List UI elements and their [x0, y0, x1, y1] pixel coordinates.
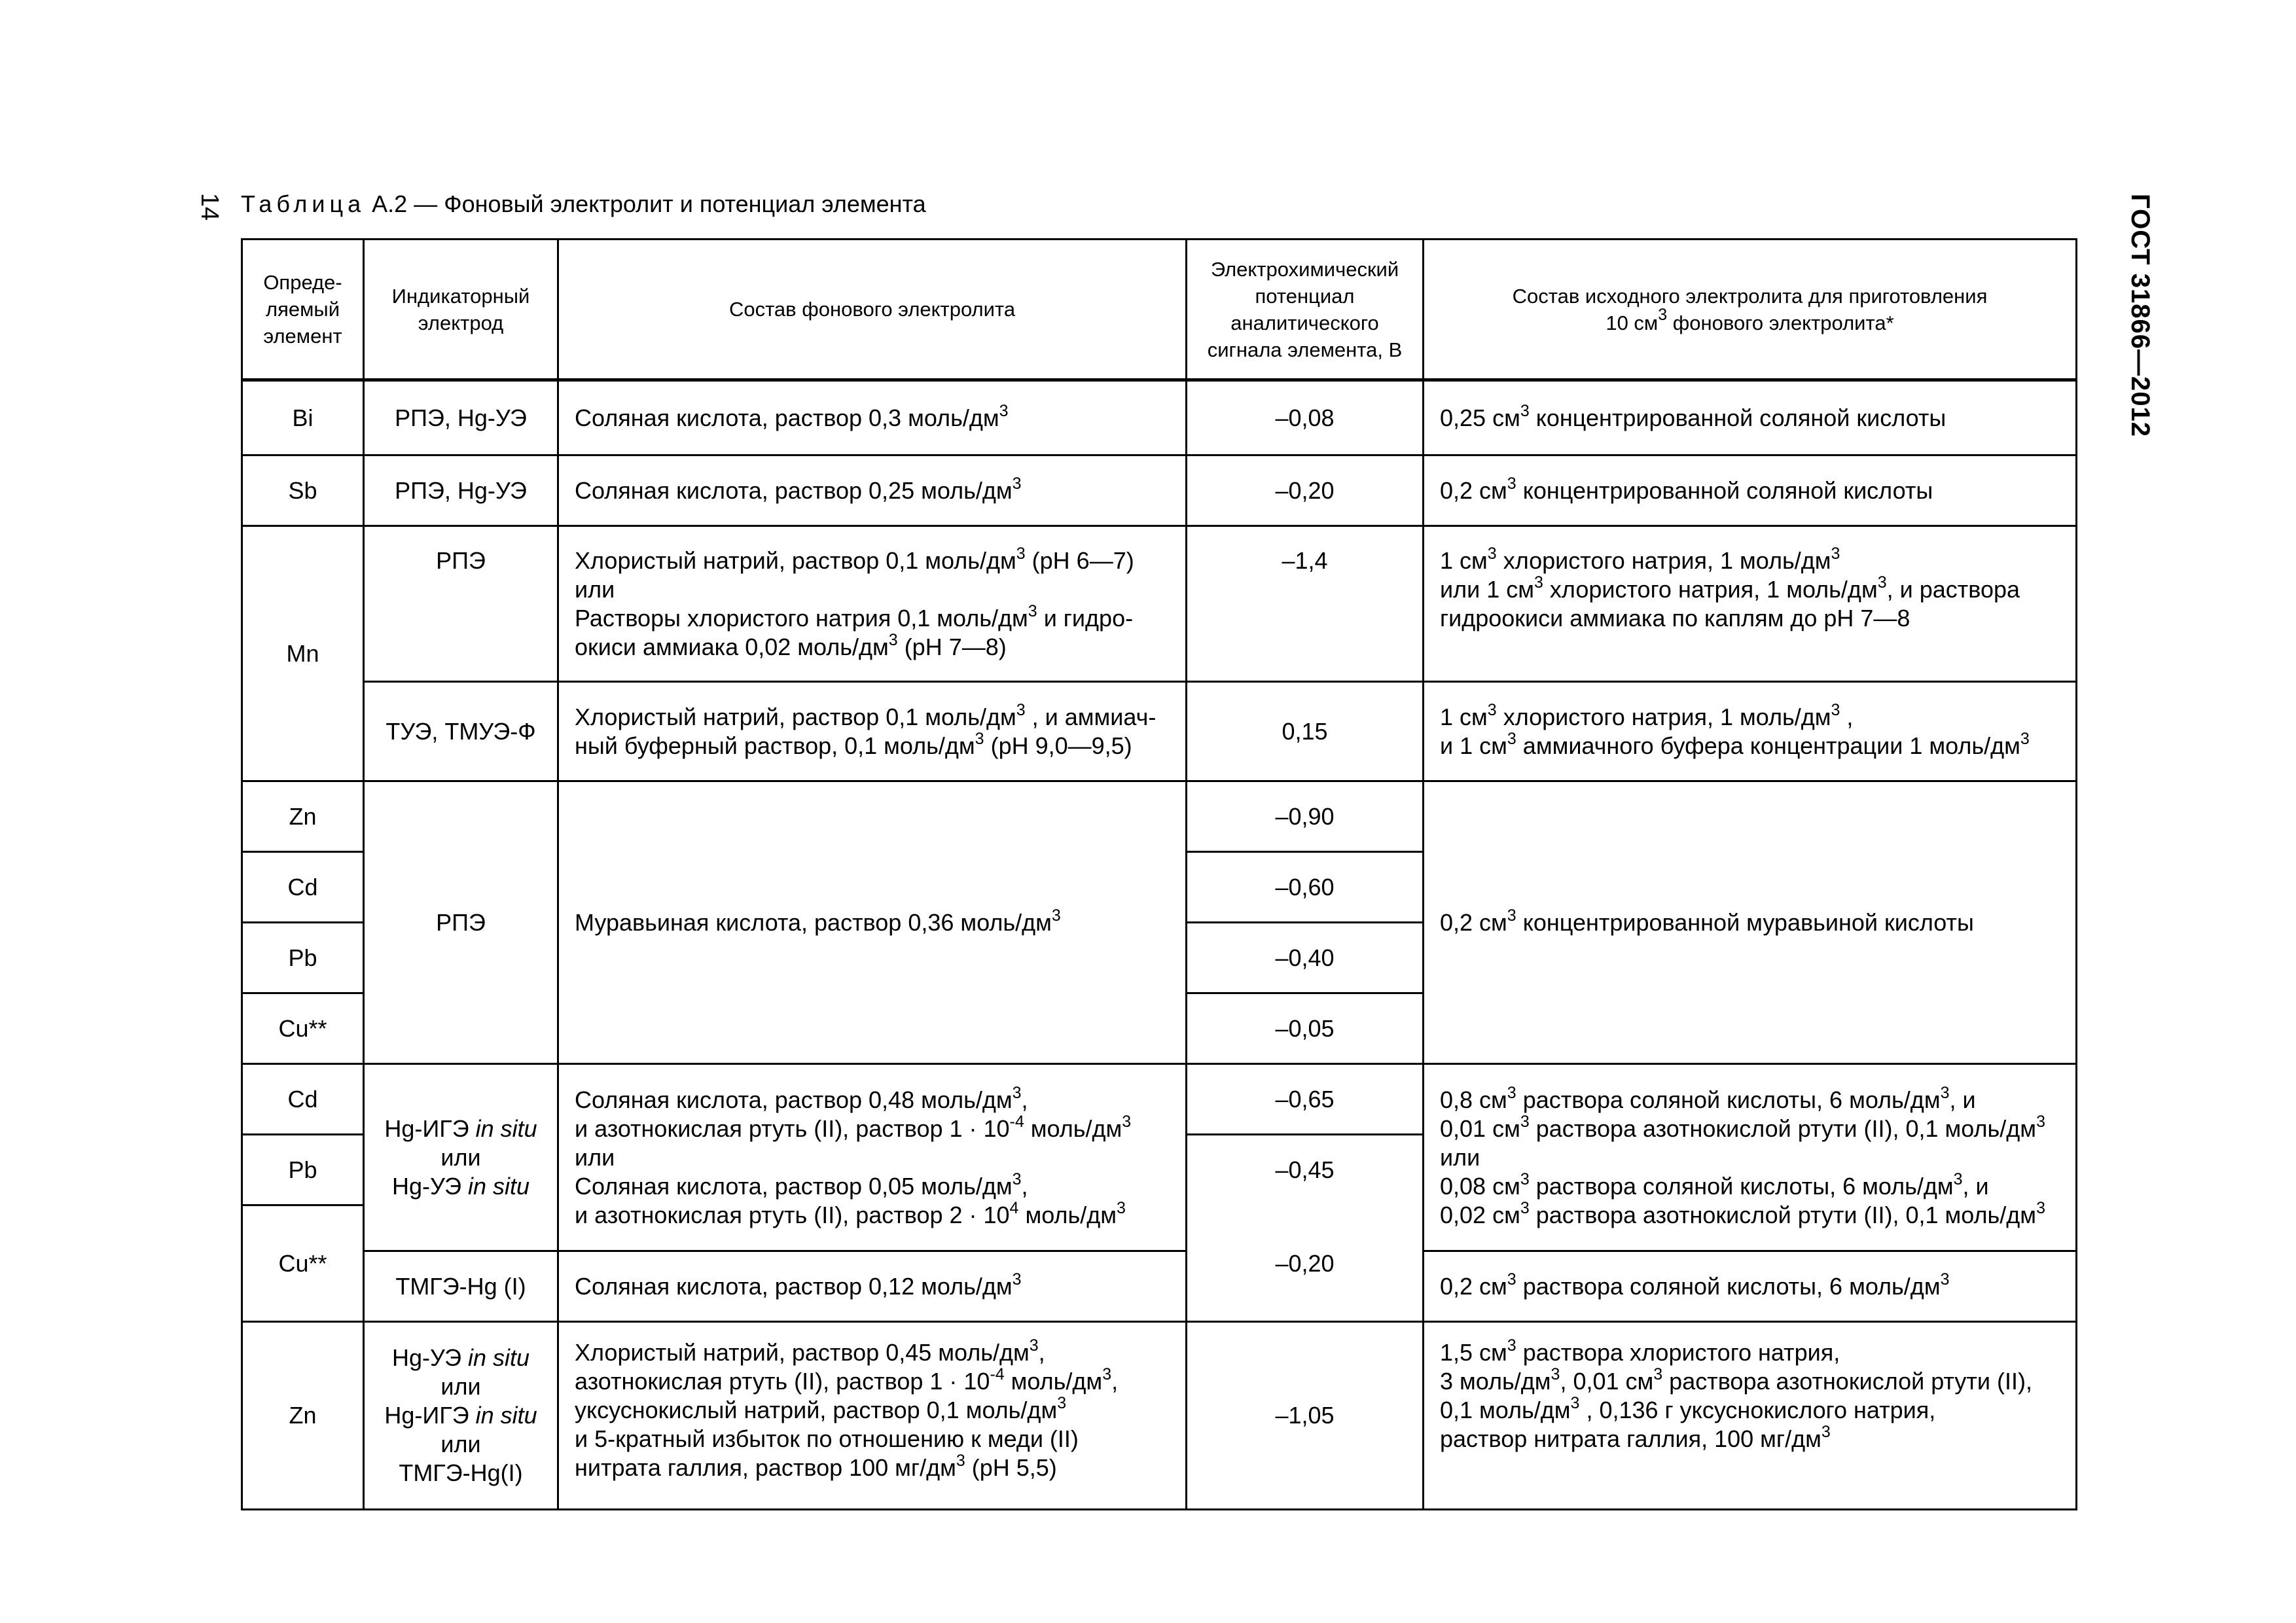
background-cell: Соляная кислота, раствор 0,25 моль/$дм^3$ — [575, 474, 1022, 504]
source-cell: 0,2 $см^3$ концентрированной муравьиной кислоты — [1440, 906, 1974, 936]
source-cell: 0,8 $см^3$ раствора соляной кислоты, 6 моль/$дм^3$, и 0,01 $см^3$ раствора азотнокислой ртути (II), 0,1 моль/$дм^3$ или 0,08 $см^3$ раствора соляной кислоты, 6 моль/$дм^3$, и 0,02 $см^3$ раствора азотнокислой ртути (II), 0,1 моль/$дм^3$ — [1440, 1083, 2045, 1228]
electrode-cell: РПЭ, Hg-УЭ — [395, 404, 527, 431]
electrode-cell: ТУЭ, ТМУЭ-Ф — [386, 717, 536, 745]
element-cell: Bi — [292, 404, 314, 431]
source-cell: 1,5 $см^3$ раствора хлористого натрия, 3 моль/$дм^3$, 0,01 $см^3$ раствора азотнокислой ртути (II), 0,1 моль/$дм^3$ , 0,136 г уксуснокислого натрия, раствор нитрата галлия, 100 $мг/дм^3$ — [1440, 1336, 2032, 1452]
electrode-cell: ТМГЭ-Hg (I) — [395, 1272, 526, 1300]
element-cell: Cu** — [278, 1014, 327, 1042]
element-cell: Mn — [286, 639, 319, 667]
element-cell: Cu** — [278, 1249, 327, 1277]
element-cell: Cd — [287, 873, 318, 901]
source-cell: 0,2 $см^3$ концентрированной соляной кислоты — [1440, 474, 1933, 504]
potential-cell: –0,20 — [1275, 1249, 1335, 1277]
source-cell: 1 $см^3$ хлористого натрия, 1 моль/$дм^3$ , и 1 $см^3$ аммиачного буфера концентрации 1 моль/$дм^3$ — [1440, 700, 2030, 759]
background-cell: Хлористый натрий, раствор 0,1 моль/$дм^3$ (рН 6—7) или Растворы хлористого натрия 0,1 моль/$дм^3$ и гидро- окиси аммиака 0,02 моль/$дм^3$ (рН 7—8) — [575, 544, 1134, 660]
page-number: 14 — [196, 192, 223, 221]
header-element: Опреде- ляемый элемент — [263, 271, 342, 348]
header-source-line: Состав исходного электролита для приготовления — [1512, 284, 1988, 308]
potential-cell: –0,65 — [1275, 1085, 1335, 1113]
source-cell: 1 $см^3$ хлористого натрия, 1 моль/$дм^3$ или 1 $см^3$ хлористого натрия, 1 моль/$дм^3$, и раствора гидроокиси аммиака по каплям до рН 7—8 — [1440, 544, 2020, 632]
electrode-cell: РПЭ, Hg-УЭ — [395, 476, 527, 504]
header-source-line: 10 $см^3$ фонового электролита* — [1605, 305, 1894, 334]
caption-label: Таблица — [241, 190, 366, 217]
element-cell: Pb — [288, 944, 317, 971]
electrode-cell: РПЭ — [436, 908, 486, 936]
background-cell: Муравьиная кислота, раствор 0,36 моль/$дм^3$ — [575, 906, 1061, 936]
element-cell: Pb — [288, 1156, 317, 1183]
potential-cell: 0,15 — [1282, 717, 1328, 745]
header-potential: Электрохимический потенциал аналитического сигнала элемента, В — [1207, 257, 1403, 361]
potential-cell: –0,90 — [1275, 802, 1335, 830]
source-cell: 0,25 $см^3$ концентрированной соляной кислоты — [1440, 401, 1946, 431]
background-cell: Хлористый натрий, раствор 0,45 моль/$дм^3$, азотнокислая ртуть (II), раствор $1 \cdot 10^{-4}$ моль/$дм^3$, уксуснокислый натрий, раствор 0,1 моль/$дм^3$ и 5-кратный избыток по отношению к меди (II) нитрата галлия, раствор 100 $мг/дм^3$ (рН 5,5) — [575, 1336, 1119, 1481]
caption-title: А.2 — Фоновый электролит и потенциал элемента — [365, 190, 926, 217]
element-cell: Zn — [289, 802, 317, 830]
source-cell: 0,2 $см^3$ раствора соляной кислоты, 6 моль/$дм^3$ — [1440, 1270, 1950, 1300]
potential-cell: –0,20 — [1275, 476, 1335, 504]
header-background: Состав фонового электролита — [728, 298, 1016, 321]
potential-cell: –0,40 — [1275, 944, 1335, 971]
background-cell: Соляная кислота, раствор 0,12 моль/$дм^3$ — [575, 1270, 1022, 1300]
potential-cell: –1,05 — [1275, 1402, 1335, 1429]
potential-cell: –0,45 — [1275, 1156, 1335, 1183]
potential-cell: –0,08 — [1275, 404, 1335, 431]
table-caption — [241, 186, 926, 223]
electrode-cell: Hg-ИГЭ in situ или Hg-УЭ in situ — [384, 1115, 537, 1200]
electrode-cell: РПЭ — [436, 547, 486, 574]
element-cell: Zn — [289, 1402, 317, 1429]
potential-cell: –1,4 — [1282, 547, 1328, 574]
document-code: ГОСТ 31866—2012 — [2126, 194, 2155, 437]
element-cell: Cd — [287, 1085, 318, 1113]
element-cell: Sb — [288, 476, 317, 504]
background-cell: Соляная кислота, раствор 0,48 моль/$дм^3$, и азотнокислая ртуть (II), раствор $1 \cdot 10^{-4}$ моль/$дм^3$ или Соляная кислота, раствор 0,05 моль/$дм^3$, и азотнокислая ртуть (II), раствор $2 \cdot 10^4$ моль/$дм^3$ — [575, 1083, 1132, 1228]
potential-cell: –0,05 — [1275, 1014, 1335, 1042]
background-cell: Соляная кислота, раствор 0,3 моль/$дм^3$ — [575, 401, 1009, 431]
header-source — [1424, 240, 2075, 378]
header-electrode: Индикаторный электрод — [391, 284, 530, 334]
background-cell: Хлористый натрий, раствор 0,1 моль/$дм^3$ , и аммиач- ный буферный раствор, 0,1 моль/$дм^3$ (рН 9,0—9,5) — [575, 700, 1157, 759]
potential-cell: –0,60 — [1275, 873, 1335, 901]
electrode-cell: Hg-УЭ in situ или Hg-ИГЭ in situ или ТМГЭ-Hg(I) — [384, 1344, 537, 1486]
